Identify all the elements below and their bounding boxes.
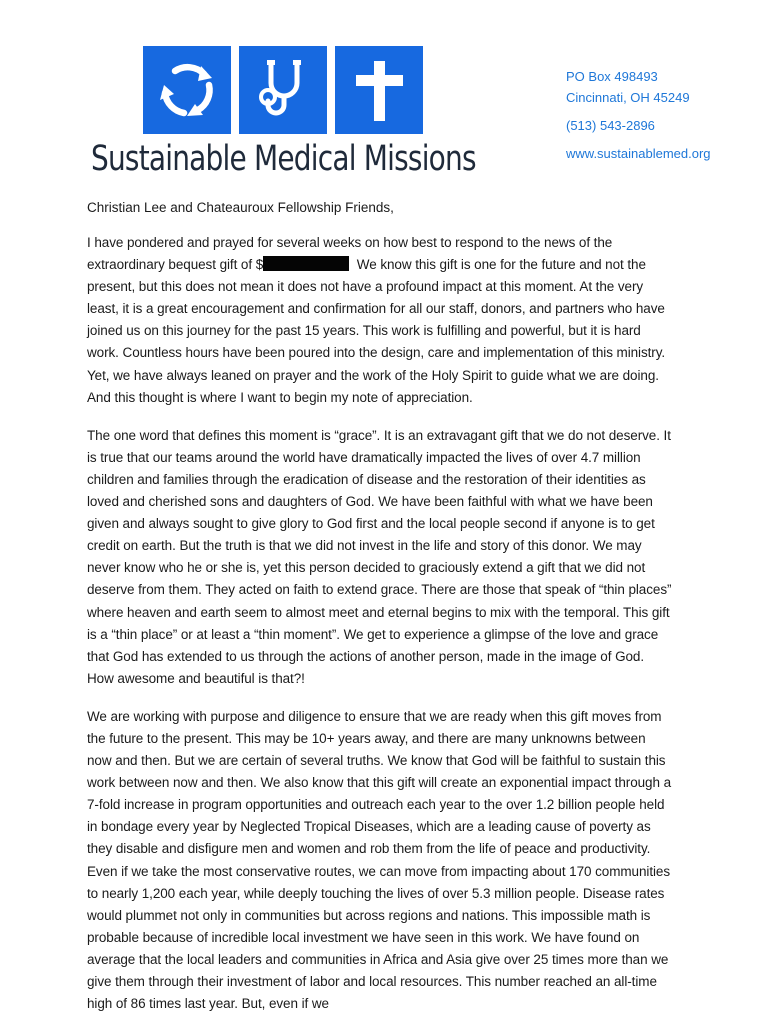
paragraph-1-start: I have pondered and prayed for several weeks on how best to respond to the news of the extraordinary bequest gift of $ <box>87 235 613 273</box>
address-line-1: PO Box 498493 <box>566 69 658 84</box>
phone-number: (513) 543-2896 <box>566 118 655 133</box>
logo-icons <box>143 46 423 134</box>
stethoscope-icon <box>239 46 327 134</box>
redacted-amount <box>263 256 349 271</box>
recycle-arrows-icon <box>143 46 231 134</box>
paragraph-1-end: We know this gift is one for the future and not the present, but this does not mean it does not have a profound impact at this moment. At the very least, it is a great encouragement and confirmation for all our staff, donors, and partners who have joined us on this journey for the past 15 years. This work is fulfilling and powerful, but it is hard work. Countless hours have been poured into the design, care and implementation of this ministry. Yet, we have always leaned on prayer and the work of the Holy Spirit to guide what we are doing. And this thought is where I want to begin my note of appreciation. <box>87 257 666 405</box>
letter-body <box>87 232 672 1031</box>
paragraph-3: We are working with purpose and diligence to ensure that we are ready when this gift moves from the future to the present. This may be 10+ years away, and there are many unknowns between now and then. But we are certain of several truths. We know that God will be faithful to sustain this work between now and then. We also know that this gift will create an exponential impact through a 7-fold increase in program opportunities and outreach each year to the over 1.2 billion people held in bondage every year by Neglected Tropical Diseases, which are a leading cause of poverty as they disable and disfigure men and women and rob them from the life of peace and productivity. Even if we take the most conservative routes, we can move from impacting about 170 communities to nearly 1,200 each year, while deeply touching the lives of over 5.3 million people. Disease rates would plummet not only in communities but across regions and nations. This impossible math is probable because of incredible local investment we have seen in this work. We have found on average that the local leaders and communities in Africa and Asia give over 25 times more than we give them through their investment of labor and local resources. This number reached an all-time high of 86 times last year. But, even if we <box>87 708 671 1012</box>
website-link[interactable]: www.sustainablemed.org <box>566 146 711 161</box>
paragraph-1 <box>87 232 672 409</box>
address-line-2: Cincinnati, OH 45249 <box>566 90 690 105</box>
contact-block <box>566 66 711 164</box>
cross-icon <box>335 46 423 134</box>
paragraph-2: The one word that defines this moment is “grace”. It is an extravagant gift that we do not deserve. It is true that our teams around the world have dramatically impacted the lives of over 4.7 million children and families through the eradication of disease and the restoration of their identities as loved and cherished sons and daughters of God. We have been faithful with what we have been given and always sought to give glory to God first and the local people second if anyone is to get credit on earth. But the truth is that we did not invest in the life and story of this donor. We may never know who he or she is, yet this person decided to graciously extend a gift that we did not deserve from them. They acted on faith to extend grace. There are those that speak of “thin places” where heaven and earth seem to almost meet and eternal begins to mix with the temporal. This gift is a “thin place” or at least a “thin moment”. We get to experience a glimpse of the love and grace that God has extended to us through the actions of another person, made in the image of God. How awesome and beautiful is that?! <box>87 427 672 686</box>
organization-name: Sustainable Medical Missions <box>91 139 476 179</box>
salutation: Christian Lee and Chateauroux Fellowship Friends, <box>87 200 394 215</box>
